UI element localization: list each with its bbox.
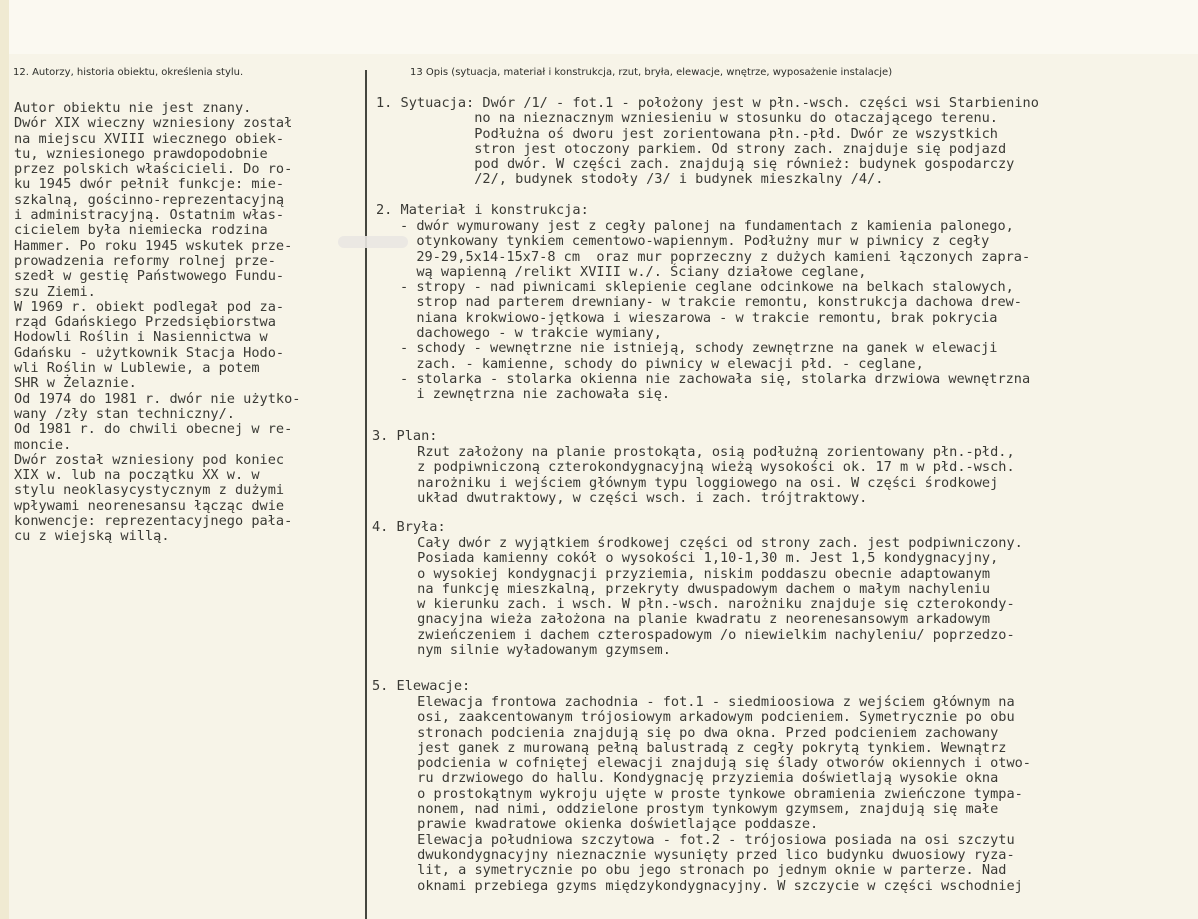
- section-5-heading: 5. Elewacje:: [372, 678, 471, 694]
- section-4-heading: 4. Bryła:: [372, 519, 446, 535]
- paper-smudge: [338, 236, 408, 248]
- section-2-body: - dwór wymurowany jest z cegły palonej na fundamentach z kamienia palonego, otynkowany tynkiem cementowo-wapiennym. Podłużny mur w piwnicy z cegły 29-29,5x14-15x7-8 cm oraz mur poprzeczny z dużych kamieni łączonych zapra- wą wapienną /relikt XVIII w./. Ściany działowe ceglane, - stropy - nad piwnicami sklepienie ceglane odcinkowe na belkach stalowych, strop nad parterem drewniany- w trakcie remontu, konstrukcja dachowa drew- niana krokwiowo-jętkowa i wieszarowa - w trakcie remontu, brak pokrycia dachowego - w trakcie wymiany, - schody - wewnętrzne nie istnieją, schody zewnętrzne na ganek w elewacji zach. - kamienne, schody do piwnicy w elewacji płd. - ceglane, - stolarka - stolarka okienna nie zachowała się, stolarka drzwiowa wewnętrzna i zewnętrzna nie zachowała się.: [400, 218, 1031, 403]
- authors-history-text: Autor obiektu nie jest znany. Dwór XIX wieczny wzniesiony został na miejscu XVIII wiecznego obiek- tu, wzniesionego prawdopodobnie przez polskich właścicieli. Do ro- ku 1945 dwór pełnił funkcje: mie- szkalną, gościnno-reprezentacyjną i administracyjną. Ostatnim włas- cicielem była niemiecka rodzina Hammer. Po roku 1945 wskutek prze- prowadzenia reformy rolnej prze- szedł w gestię Państwowego Fundu- szu Ziemi. W 1969 r. obiekt podlegał pod za- rząd Gdańskiego Przedsiębiorstwa Hodowli Roślin i Nasiennictwa w Gdańsku - użytkownik Stacja Hodo- wli Roślin w Lublewie, a potem SHR w Żelaznie. Od 1974 do 1981 r. dwór nie użytko- wany /zły stan techniczny/. Od 1981 r. do chwili obecnej w re- moncie. Dwór został wzniesiony pod koniec XIX w. lub na początku XX w. w stylu neoklasycystycznym z dużymi wpływami neorenesansu łącząc dwie konwencje: reprezentacyjnego pała- cu z wiejską willą.: [14, 100, 301, 545]
- field-13-label: 13 Opis (sytuacja, materiał i konstrukcja, rzut, bryła, elewacje, wnętrze, wyposażenie instalacje): [410, 67, 893, 78]
- page-left-edge: [0, 0, 9, 919]
- section-5-body: Elewacja frontowa zachodnia - fot.1 - siedmioosiowa z wejściem głównym na osi, zaakcentowanym trójosiowym arkadowym podcieniem. Symetrycznie po obu stronach podcienia znajdują się po dwa okna. Przed podcieniem zachowany jest ganek z murowaną pełną balustradą z cegły pokrytą tynkiem. Wewnątrz podcienia w cofniętej elewacji znajdują się ślady otworów okiennych i otwo- ru drzwiowego do hallu. Kondygnację przyziemia doświetlają wysokie okna o prostokątnym wykroju ujęte w proste tynkowe obramienia zwieńczone tympa- nonem, nad nimi, oddzielone prostym tynkowym gzymsem, znajdują się małe prawie kwadratowe okienka doświetlające poddasze. Elewacja południowa szczytowa - fot.2 - trójosiowa posiada na osi szczytu dwukondygnacyjny nieznacznie wysunięty przed lico budynku dwuosiowy ryza- lit, a symetrycznie po obu jego stronach po jednym oknie w parterze. Nad oknami przebiega gzyms międzykondygnacyjny. W szczycie w części wschodniej: [417, 694, 1031, 894]
- column-divider: [365, 70, 367, 919]
- section-1-situation: 1. Sytuacja: Dwór /1/ - fot.1 - położony jest w płn.-wsch. części wsi Starbienino no na nieznacznym wzniesieniu w stosunku do otaczającego terenu. Podłużna oś dworu jest zorientowana płn.-płd. Dwór ze wszystkich stron jest otoczony parkiem. Od strony zach. znajduje się podjazd pod dwór. W części zach. znajdują się również: budynek gospodarczy /2/, budynek stodoły /3/ i budynek mieszkalny /4/.: [376, 95, 1039, 188]
- section-3-heading: 3. Plan:: [372, 428, 438, 444]
- field-12-label: 12. Autorzy, historia obiektu, określenia stylu.: [13, 67, 244, 78]
- section-4-body: Cały dwór z wyjątkiem środkowej części od strony zach. jest podpiwniczony. Posiada kamienny cokół o wysokości 1,10-1,30 m. Jest 1,5 kondygnacyjny, o wysokiej kondygnacji przyziemia, niskim poddaszu obecnie adaptowanym na funkcję mieszkalną, przekryty dwuspadowym dachem o małym nachyleniu w kierunku zach. i wsch. W płn.-wsch. narożniku znajduje się czterokondy- gnacyjna wieża założona na planie kwadratu z neorenesansowym arkadowym zwieńczeniem i dachem czterospadowym /o niewielkim nachyleniu/ poprzedzo- nym silnie wyładowanym gzymsem.: [417, 535, 1023, 659]
- page-top-margin: [0, 0, 1198, 54]
- section-3-body: Rzut założony na planie prostokąta, osią podłużną zorientowany płn.-płd., z podpiwniczoną czterokondygnacyjną wieżą wysokości ok. 17 m w płd.-wsch. narożniku i wejściem głównym typu loggiowego na osi. W części środkowej układ dwutraktowy, w części wsch. i zach. trójtraktowy.: [417, 444, 1015, 506]
- section-2-heading: 2. Materiał i konstrukcja:: [376, 202, 589, 218]
